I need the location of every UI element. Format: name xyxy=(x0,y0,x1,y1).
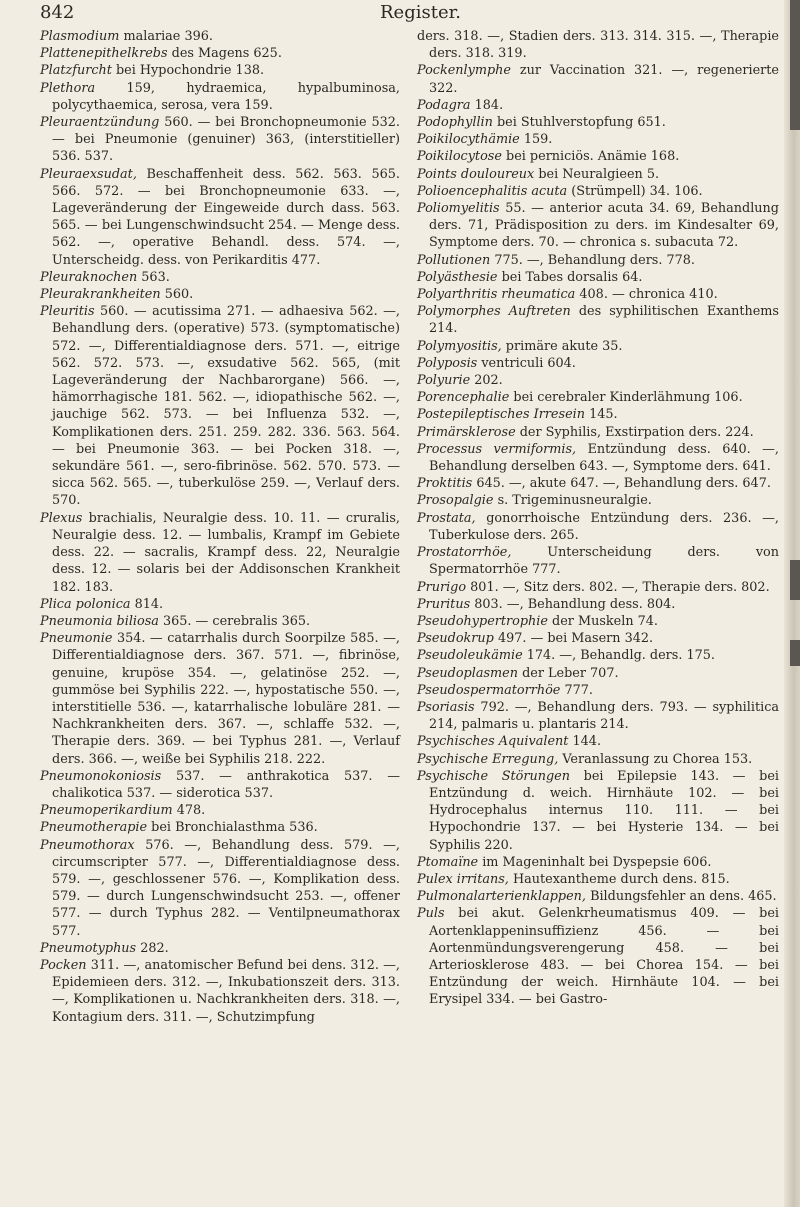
index-references: 537. — anthrakotica 537. — chalikotica 537. — siderotica 537. xyxy=(52,768,400,801)
index-term: Pneumonokoniosis xyxy=(40,768,162,784)
index-term: Prosopalgie xyxy=(417,493,494,509)
index-references: malariae 396. xyxy=(123,29,213,44)
index-entry xyxy=(417,114,779,131)
index-term: Poikilocythämie xyxy=(417,132,520,148)
index-references: 560. xyxy=(164,287,194,303)
index-entry xyxy=(417,905,779,1008)
index-term: Pleurakrankheiten xyxy=(40,287,161,303)
index-term: Pleuritis xyxy=(40,304,95,320)
index-entry xyxy=(417,286,779,303)
index-entry xyxy=(40,819,400,836)
index-entry xyxy=(40,940,400,957)
index-references: des syphilitischen Exanthems 214. xyxy=(429,304,779,337)
index-entry xyxy=(417,62,779,96)
index-column-right xyxy=(417,28,779,1009)
index-entry xyxy=(417,424,779,441)
index-term: Platzfurcht xyxy=(40,63,112,79)
index-references: 174. —, Behandlg. ders. 175. xyxy=(526,648,715,664)
page-number: 842 xyxy=(40,2,75,23)
index-entry xyxy=(40,45,400,62)
index-references: 202. xyxy=(474,373,503,389)
index-entry xyxy=(417,148,779,165)
index-term: Plexus xyxy=(40,510,83,526)
index-term: Pneumothorax xyxy=(40,837,135,853)
index-references: zur Vaccination 321. —, regenerierte 322. xyxy=(429,63,779,96)
index-references: bei Hypochondrie 138. xyxy=(115,63,265,79)
index-entry xyxy=(417,596,779,613)
index-references: des Magens 625. xyxy=(171,46,282,62)
index-entry xyxy=(417,492,779,509)
index-references: bei Stuhlverstopfung 651. xyxy=(496,115,666,131)
index-references: Veranlassung zu Chorea 153. xyxy=(562,751,753,767)
index-references: 775. —, Behandlung ders. 778. xyxy=(494,252,696,268)
index-references: der Leber 707. xyxy=(522,665,619,681)
index-term: Pneumotyphus xyxy=(40,940,137,956)
index-references: 478. xyxy=(176,803,206,819)
index-term: Postepileptisches Irresein xyxy=(417,407,585,423)
index-entry xyxy=(417,372,779,389)
index-references: gonorrhoische Entzündung ders. 236. —, Tuberkulose ders. 265. xyxy=(429,510,779,543)
index-references: 576. —, Behandlung dess. 579. —, circumscripter 577. —, Differentialdiagnose dess. 579. —, geschlossener 576. —, Komplikation dess. 579. — durch Lungenschwindsucht 253. —, offener 577. — durch Typhus 282. — Ventilpneumathorax 577. xyxy=(52,837,400,939)
index-term: Pulmonalarterienklappen, xyxy=(417,889,586,905)
index-term: Primärsklerose xyxy=(417,424,516,440)
index-term: Pockenlymphe xyxy=(417,63,511,79)
index-references: im Mageninhalt bei Dyspepsie 606. xyxy=(482,854,712,870)
index-term: Psychische Störungen xyxy=(417,768,570,784)
index-term: Prurigo xyxy=(417,579,467,595)
index-term: Pneumoperikardium xyxy=(40,803,173,819)
index-term: Points douloureux xyxy=(417,166,535,182)
index-entry xyxy=(417,131,779,148)
index-entry xyxy=(417,682,779,699)
index-entry xyxy=(417,751,779,768)
index-term: Pollutionen xyxy=(417,252,491,268)
index-entry xyxy=(417,28,779,62)
index-term: Polyposis xyxy=(417,355,478,371)
index-term: Pseudohypertrophie xyxy=(417,613,548,629)
index-references: 801. —, Sitz ders. 802. —, Therapie ders. 802. xyxy=(470,579,770,595)
index-entry xyxy=(40,613,400,630)
index-entry xyxy=(40,630,400,768)
index-references: primäre akute 35. xyxy=(505,338,623,354)
index-term: Pneumonie xyxy=(40,631,113,647)
index-references: bei Tabes dorsalis 64. xyxy=(501,269,643,285)
index-term: Porencephalie xyxy=(417,390,510,406)
index-references: 645. —, akute 647. —, Behandlung ders. 647. xyxy=(476,476,771,492)
index-term: Pruritus xyxy=(417,596,471,612)
index-references: brachialis, Neuralgie dess. 10. 11. — cruralis, Neuralgie dess. 12. — lumbalis, Krampf im Gebiete dess. 22. — sacralis, Krampf dess. 22, Neuralgie dess. 12. — solaris bei der Addisonschen Krankheit 182. 183. xyxy=(52,510,400,595)
index-entry xyxy=(40,837,400,940)
index-entry xyxy=(417,699,779,733)
index-references: (Strümpell) 34. 106. xyxy=(571,183,703,199)
index-term: Podagra xyxy=(417,97,471,113)
index-references: 159. xyxy=(523,132,553,148)
index-references: 184. xyxy=(474,97,504,113)
index-references: Unterscheidung ders. von Spermatorrhöe 777. xyxy=(429,545,779,578)
index-entry xyxy=(417,733,779,750)
index-references: 365. — cerebralis 365. xyxy=(163,613,311,629)
index-references: 814. xyxy=(134,596,164,612)
index-entry xyxy=(417,475,779,492)
index-references: 497. — bei Masern 342. xyxy=(497,631,654,647)
page-title: Register. xyxy=(380,2,461,23)
index-references: bei Neuralgieen 5. xyxy=(538,166,660,182)
index-entry xyxy=(417,441,779,475)
index-entry xyxy=(417,665,779,682)
index-references: bei perniciös. Anämie 168. xyxy=(506,149,680,165)
index-term: Plattenepithelkrebs xyxy=(40,46,168,62)
index-entry xyxy=(417,888,779,905)
index-references: 55. — anterior acuta 34. 69, Behandlung ders. 71, Prädisposition zu ders. im Kindesalter 69, Symptome ders. 70. — chronica s. subacuta 72. xyxy=(429,201,779,251)
index-term: Polyarthritis rheumatica xyxy=(417,287,576,303)
index-term: Processus vermiformis, xyxy=(417,441,577,457)
index-entry xyxy=(40,957,400,1026)
index-references: Hautexantheme durch dens. 815. xyxy=(512,871,730,887)
index-term: Prostata, xyxy=(417,510,476,526)
index-entry xyxy=(40,303,400,509)
index-references: 144. xyxy=(572,734,602,750)
index-entry xyxy=(417,647,779,664)
index-entry xyxy=(417,355,779,372)
index-term: Plasmodium xyxy=(40,29,120,44)
index-references: 282. xyxy=(140,940,169,956)
index-entry xyxy=(417,579,779,596)
index-term: Psychische Erregung, xyxy=(417,751,559,767)
index-entry xyxy=(40,114,400,166)
index-entry xyxy=(40,28,400,45)
index-entry xyxy=(417,510,779,544)
index-term: Pneumonia biliosa xyxy=(40,613,159,629)
index-term: Pulex irritans, xyxy=(417,871,509,887)
index-references: Beschaffenheit dess. 562. 563. 565. 566. 572. — bei Bronchopneumonie 633. —, Lageveränderung der Eingeweide durch dass. 563. 565. — bei Lungenschwindsucht 254. — Menge dess. 562. —, operative Behandl. dess. 574. —, Unterscheidg. dess. von Perikarditis 477. xyxy=(52,166,400,268)
edge-mark xyxy=(790,0,800,130)
index-references: 159, hydraemica, hypalbuminosa, polycythaemica, serosa, vera 159. xyxy=(52,80,400,113)
index-entry xyxy=(417,389,779,406)
index-entry xyxy=(417,544,779,578)
index-entry xyxy=(40,62,400,79)
index-references: 560. — bei Bronchopneumonie 532. — bei Pneumonie (genuiner) 363, (interstitieller) 536. 537. xyxy=(52,115,400,165)
index-references: 311. —, anatomischer Befund bei dens. 312. —, Epidemieen ders. 312. —, Inkubationszeit ders. 313. —, Komplikationen u. Nachkrankheiten ders. 318. —, Kontagium ders. 311. —, Schutzimpfung xyxy=(52,957,400,1025)
index-term: Pseudoplasmen xyxy=(417,665,518,681)
book-edge xyxy=(784,0,800,1207)
index-entry xyxy=(40,596,400,613)
index-term: Proktitis xyxy=(417,476,473,492)
index-references: bei akut. Gelenkrheumatismus 409. — bei Aortenklappeninsuffizienz 456. — bei Aortenmündungsverengerung 458. — bei Arteriosklerose 483. — bei Chorea 154. — bei Entzündung der weich. Hirnhäute 104. — bei Erysipel 334. — bei Gastro- xyxy=(429,906,779,1008)
index-term: Prostatorrhöe, xyxy=(417,545,512,561)
index-references: der Muskeln 74. xyxy=(552,613,658,629)
index-term: Polymorphes Auftreten xyxy=(417,304,571,320)
index-entry xyxy=(40,510,400,596)
index-term: Polyästhesie xyxy=(417,269,498,285)
index-references: 145. xyxy=(589,407,618,423)
index-term: Psoriasis xyxy=(417,699,475,715)
index-term: Ptomaïne xyxy=(417,854,479,870)
edge-mark xyxy=(790,560,800,600)
index-entry xyxy=(417,269,779,286)
index-entry xyxy=(417,406,779,423)
index-entry xyxy=(417,854,779,871)
index-references: bei cerebraler Kinderlähmung 106. xyxy=(513,390,743,406)
index-references: 803. —, Behandlung dess. 804. xyxy=(474,596,676,612)
index-entry xyxy=(417,303,779,337)
index-entry xyxy=(417,166,779,183)
index-references: der Syphilis, Exstirpation ders. 224. xyxy=(519,424,754,440)
index-term: Polyurie xyxy=(417,373,471,389)
index-term: Poliomyelitis xyxy=(417,201,500,217)
index-term: Plica polonica xyxy=(40,596,131,612)
index-term: Pseudospermatorrhöe xyxy=(417,682,561,698)
index-references: s. Trigeminusneuralgie. xyxy=(497,493,652,509)
index-term: Pseudokrup xyxy=(417,631,494,647)
index-references: 777. xyxy=(564,682,593,698)
index-references: 560. — acutissima 271. — adhaesiva 562. —, Behandlung ders. (operative) 573. (symptomatische) 572. —, Differentialdiagnose ders. 571. —, eitrige 562. 572. 573. —, exsudative 562. 565, (mit Lageveränderung der Nachbarorgane) 566. —, hämorrhagische 181. 562. —, idiopathische 562. —, jauchige 562. 573. — bei Influenza 532. —, Komplikationen ders. 251. 259. 282. 336. 563. 564. — bei Pneumonie 363. — bei Pocken 318. —, sekundäre 561. —, sero-fibrinöse. 562. 570. 573. — sicca 562. 565. —, tuberkulöse 259. —, Verlauf ders. 570. xyxy=(52,304,400,509)
index-entry xyxy=(417,871,779,888)
index-entry xyxy=(40,768,400,802)
index-entry xyxy=(40,80,400,114)
index-term: Pocken xyxy=(40,957,87,973)
index-references: Bildungsfehler an dens. 465. xyxy=(590,889,777,905)
index-references: bei Bronchialasthma 536. xyxy=(151,820,318,836)
index-term: Pleuraknochen xyxy=(40,269,138,285)
index-column-left xyxy=(40,28,400,1026)
index-term: Polioencephalitis acuta xyxy=(417,183,568,199)
index-entry xyxy=(40,269,400,286)
index-term: Puls xyxy=(417,906,445,922)
index-term: Polymyositis, xyxy=(417,338,502,354)
index-term: Podophyllin xyxy=(417,115,493,131)
index-entry xyxy=(417,768,779,854)
index-references: ventriculi 604. xyxy=(481,355,576,371)
index-entry xyxy=(417,200,779,252)
index-references: bei Epilepsie 143. — bei Entzündung d. weich. Hirnhäute 102. — bei Hydrocephalus internus 110. 111. — bei Hypochondrie 137. — bei Hysterie 134. — bei Syphilis 220. xyxy=(429,768,779,853)
index-references: Entzündung dess. 640. —, Behandlung derselben 643. —, Symptome ders. 641. xyxy=(429,441,779,475)
index-references: 563. xyxy=(141,269,170,285)
index-entry xyxy=(417,97,779,114)
index-entry xyxy=(40,802,400,819)
index-references: 408. — chronica 410. xyxy=(579,287,718,303)
index-references: 792. —, Behandlung ders. 793. — syphilitica 214, palmaris u. plantaris 214. xyxy=(429,699,779,733)
index-entry xyxy=(417,183,779,200)
index-term: Pleuraentzündung xyxy=(40,115,160,131)
index-entry xyxy=(417,613,779,630)
index-references: ders. 318. —, Stadien ders. 313. 314. 315. —, Therapie ders. 318. 319. xyxy=(417,29,779,62)
index-term: Poikilocytose xyxy=(417,149,502,165)
index-term: Pseudoleukämie xyxy=(417,648,523,664)
index-entry xyxy=(40,166,400,269)
index-term: Pneumotherapie xyxy=(40,820,148,836)
index-references: 354. — catarrhalis durch Soorpilze 585. —, Differentialdiagnose ders. 367. 571. —, fibrinöse, genuine, krupöse 354. —, gelatinöse 252. —, gummöse bei Syphilis 222. —, hypostatische 550. —, interstitielle 536. —, katarrhalische lobuläre 281. — Nachkrankheiten ders. 367. —, schlaffe 532. —, Therapie ders. 369. — bei Typhus 281. —, Verlauf ders. 366. —, weiße bei Syphilis 218. 222. xyxy=(52,631,400,767)
index-entry xyxy=(417,630,779,647)
index-entry xyxy=(417,338,779,355)
index-entry xyxy=(417,252,779,269)
edge-mark xyxy=(790,640,800,666)
index-term: Plethora xyxy=(40,80,96,96)
index-entry xyxy=(40,286,400,303)
index-term: Pleuraexsudat, xyxy=(40,166,137,182)
index-term: Psychisches Aquivalent xyxy=(417,734,569,750)
